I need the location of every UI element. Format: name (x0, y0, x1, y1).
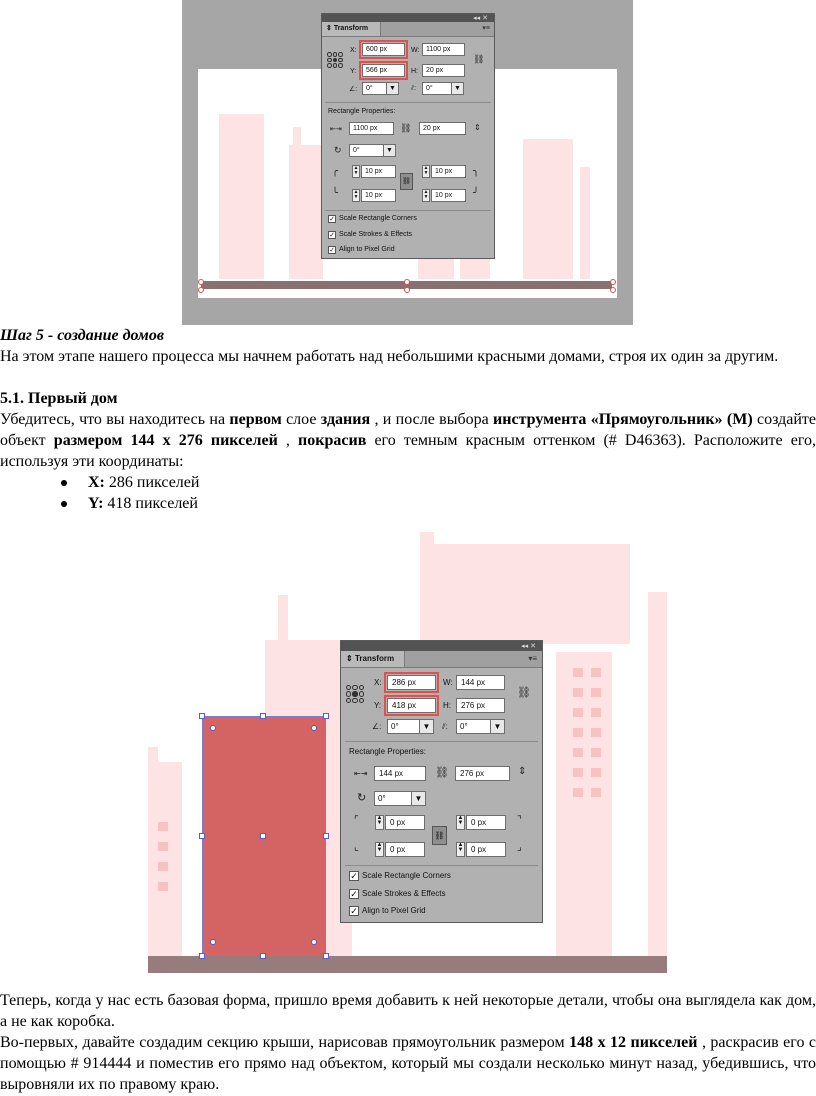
window (573, 728, 583, 737)
text-run: , и после выбора (370, 411, 494, 428)
width-arrows-icon: ⇤⇥ (354, 769, 368, 778)
corner-tl-input[interactable]: 0 px (385, 815, 425, 830)
chevron-down-icon: ▼ (419, 720, 433, 733)
w-label: W: (443, 678, 453, 687)
anchor-point[interactable] (198, 279, 204, 285)
scale-corners-label: Scale Rectangle Corners (339, 215, 417, 222)
resize-handle[interactable] (260, 713, 266, 719)
panel-tabbar (341, 651, 542, 668)
window (158, 882, 168, 891)
divider (345, 865, 538, 866)
building-antenna (278, 595, 288, 640)
text-run: слое (281, 411, 321, 428)
rectangle-properties-heading: Rectangle Properties: (328, 108, 396, 115)
scale-corners-label: Scale Rectangle Corners (362, 871, 451, 880)
scale-strokes-label: Scale Strokes & Effects (362, 889, 446, 898)
building-shape (648, 592, 667, 957)
y-label: Y: (350, 68, 357, 75)
tab-transform[interactable]: ⇕ Transform (341, 651, 405, 667)
bullet-label: Y: (88, 495, 104, 512)
panel-titlebar[interactable]: ◂◂ ✕ (322, 14, 494, 22)
rectangle-properties-heading: Rectangle Properties: (349, 747, 426, 756)
shear-angle-icon: ⫽: (411, 85, 417, 92)
rotate-angle-dropdown[interactable] (362, 82, 399, 95)
corner-chamfer-bl-icon[interactable]: ⌞ (354, 842, 359, 853)
align-pixel-label: Align to Pixel Grid (362, 906, 426, 915)
reference-point-icon[interactable] (346, 685, 364, 703)
anchor-point[interactable] (404, 279, 410, 285)
rotate-icon: ↻ (357, 792, 367, 804)
text-run-bold: покрасив (298, 432, 367, 449)
sub-heading: 5.1. Первый дом (0, 390, 118, 407)
text-run: Убедитесь, что вы находитесь на (0, 411, 230, 428)
rotate-angle-icon: ∠: (372, 722, 382, 731)
resize-handle[interactable] (199, 713, 205, 719)
stepper-icon[interactable]: ▲ ▼ (352, 189, 360, 202)
w-label: W: (411, 47, 420, 54)
stepper-icon[interactable]: ▲ ▼ (456, 842, 465, 857)
h-input[interactable]: 20 px (422, 64, 465, 77)
y-input[interactable]: 566 px (362, 64, 405, 77)
window (158, 862, 168, 871)
anchor-point[interactable] (198, 287, 204, 293)
x-input[interactable]: 600 px (362, 43, 405, 56)
w-input[interactable]: 1100 px (422, 43, 465, 56)
panel-menu-icon[interactable]: ▾≡ (528, 654, 537, 663)
h-label: H: (443, 701, 451, 710)
constrain-proportions-icon[interactable]: ⛓ (473, 54, 485, 64)
building-shape (420, 544, 630, 644)
height-arrows-icon: ⇕ (474, 123, 481, 132)
rotate-icon: ↻ (334, 145, 342, 155)
window (573, 668, 583, 677)
chevron-down-icon: ▼ (490, 720, 504, 733)
stepper-icon[interactable]: ▲ ▼ (352, 165, 360, 178)
reference-point-icon[interactable] (327, 52, 343, 68)
corner-br-input[interactable]: 10 px (431, 189, 466, 202)
building-shape (523, 139, 573, 279)
rect-height-input[interactable]: 276 px (455, 766, 510, 781)
x-label: X: (350, 47, 357, 54)
building-shape (148, 747, 158, 957)
building-shape (556, 652, 612, 957)
chevron-down-icon: ▼ (383, 145, 395, 156)
rect-constrain-icon[interactable]: ⛓ (400, 123, 412, 133)
resize-handle[interactable] (323, 953, 329, 959)
paragraph-details: Теперь, когда у нас есть базовая форма, пришло время добавить к ней некоторые детали, чтобы она выглядела как дом, а не как коробка. (0, 992, 816, 1030)
live-corner-widget[interactable] (311, 939, 317, 945)
tab-transform-label: Transform (333, 25, 369, 32)
window (573, 788, 583, 797)
step-heading: Шаг 5 - создание домов (0, 327, 165, 344)
divider (325, 102, 491, 103)
transform-panel (340, 640, 543, 923)
corner-tr-input[interactable]: 0 px (466, 815, 506, 830)
rect-width-input[interactable]: 144 px (374, 766, 426, 781)
window (158, 822, 168, 831)
rect-height-input[interactable]: 20 px (419, 122, 466, 135)
anchor-point[interactable] (610, 279, 616, 285)
divider (345, 741, 538, 742)
align-pixel-label: Align to Pixel Grid (339, 246, 395, 253)
shear-angle-value: 0° (460, 722, 468, 731)
building-shape (580, 167, 590, 279)
rect-width-input[interactable]: 1100 px (349, 122, 394, 135)
corner-bl-input[interactable]: 10 px (361, 189, 396, 202)
stepper-icon[interactable]: ▲ ▼ (422, 165, 430, 178)
corner-chamfer-tl-icon[interactable]: ⌜ (354, 815, 359, 826)
building-shape (219, 114, 264, 279)
text-run-bold: инструмента «Прямоугольник» (M) (493, 411, 753, 428)
shear-angle-icon: ⫽: (442, 722, 448, 731)
bullet-value: 286 пикселей (104, 474, 200, 491)
stepper-icon[interactable]: ▲ ▼ (456, 815, 465, 830)
corner-bl-input[interactable]: 0 px (385, 842, 425, 857)
anchor-point[interactable] (404, 287, 410, 293)
center-point[interactable] (260, 833, 266, 839)
paragraph-roof (0, 1032, 816, 1095)
window (591, 768, 601, 777)
resize-handle[interactable] (199, 953, 205, 959)
rect-rotate-dropdown[interactable] (349, 144, 396, 157)
chevron-down-icon: ▼ (451, 83, 463, 94)
rect-rotate-value: 0° (378, 794, 386, 803)
w-input[interactable]: 144 px (456, 675, 505, 690)
transform-panel (321, 13, 495, 259)
corner-round-br-icon[interactable]: ╯ (473, 188, 480, 199)
corner-br-input[interactable]: 0 px (466, 842, 506, 857)
rotate-angle-value: 0° (366, 85, 373, 92)
text-run-bold: первом (229, 411, 282, 428)
shear-angle-dropdown[interactable] (422, 82, 464, 95)
align-pixel-checkbox[interactable]: ✓ (350, 906, 358, 916)
y-label: Y: (374, 701, 382, 710)
chevron-down-icon: ▼ (411, 792, 425, 805)
panel-titlebar[interactable]: ◂◂ ✕ (341, 641, 542, 651)
rect-rotate-value: 0° (353, 147, 360, 154)
window (591, 788, 601, 797)
corner-tl-input[interactable]: 10 px (361, 165, 396, 178)
window (591, 688, 601, 697)
corner-round-bl-icon[interactable]: ╰ (332, 188, 339, 199)
stepper-icon[interactable]: ▲ ▼ (375, 842, 384, 857)
rotate-angle-dropdown[interactable] (387, 719, 434, 734)
resize-handle[interactable] (323, 713, 329, 719)
corner-round-tl-icon[interactable]: ╭ (332, 166, 339, 177)
resize-handle[interactable] (260, 953, 266, 959)
stepper-icon[interactable]: ▲ ▼ (375, 815, 384, 830)
building-shape (158, 762, 182, 957)
live-corner-widget[interactable] (210, 725, 216, 731)
tab-transform-label: Transform (354, 654, 395, 663)
panel-tabbar (322, 22, 494, 37)
window (591, 668, 601, 677)
text-run-bold: 148 x 12 пикселей (569, 1034, 698, 1051)
figure-step4-screenshot (182, 0, 633, 325)
window (573, 748, 583, 757)
shear-angle-dropdown[interactable] (456, 719, 505, 734)
align-pixel-checkbox[interactable]: ✓ (329, 247, 335, 254)
link-corners-icon[interactable]: ⛓ (432, 826, 447, 845)
ground-rectangle (148, 956, 667, 973)
scale-corners-checkbox[interactable]: ✓ (329, 216, 335, 223)
divider (325, 210, 491, 211)
resize-handle[interactable] (199, 833, 205, 839)
text-run-bold: здания (320, 411, 371, 428)
window (158, 842, 168, 851)
x-input[interactable]: 286 px (387, 675, 436, 690)
paragraph-first-house (0, 409, 816, 472)
scale-strokes-checkbox[interactable]: ✓ (329, 232, 335, 239)
chevron-down-icon: ▼ (386, 83, 398, 94)
bullet-icon (61, 501, 67, 507)
text-run: , раскрасив его с помощью # 914444 и поместив его прямо над объектом, который мы создали несколько минут назад, убедившись, что выровняли их по правому краю. (0, 1034, 816, 1093)
text-run: его темным красным оттенком (# D46363). Расположите его, используя эти координаты: (0, 432, 816, 470)
window (573, 768, 583, 777)
intro-paragraph: На этом этапе нашего процесса мы начнем работать над небольшими красными домами, строя их один за другим. (0, 348, 779, 365)
constrain-proportions-icon[interactable]: ⛓ (517, 687, 531, 699)
scale-corners-checkbox[interactable]: ✓ (350, 871, 358, 881)
rect-rotate-dropdown[interactable] (374, 791, 426, 806)
bullet-label: X: (88, 474, 105, 491)
text-run: Во-первых, давайте создадим секцию крыши, нарисовав прямоугольник размером (0, 1034, 570, 1051)
height-arrows-icon: ⇕ (518, 766, 527, 777)
window (591, 708, 601, 717)
text-run: , (277, 432, 299, 449)
window (573, 708, 583, 717)
live-corner-widget[interactable] (311, 725, 317, 731)
corner-chamfer-tr-icon[interactable]: ⌝ (517, 815, 522, 826)
x-label: X: (374, 678, 382, 687)
window (591, 748, 601, 757)
rect-constrain-icon[interactable]: ⛓ (435, 767, 449, 779)
window (573, 688, 583, 697)
link-corners-icon[interactable]: ⛓ (400, 173, 413, 190)
building-shape (289, 145, 323, 279)
stepper-icon[interactable]: ▲ ▼ (422, 189, 430, 202)
bullet-icon (61, 480, 67, 486)
corner-tr-input[interactable]: 10 px (431, 165, 466, 178)
h-input[interactable]: 276 px (456, 698, 505, 713)
panel-menu-icon[interactable]: ▾≡ (482, 25, 490, 32)
window (591, 728, 601, 737)
corner-round-tr-icon[interactable]: ╮ (473, 166, 480, 177)
width-arrows-icon: ⇤⇥ (330, 126, 342, 133)
live-corner-widget[interactable] (210, 939, 216, 945)
anchor-point[interactable] (610, 287, 616, 293)
text-run-bold: размером 144 x 276 пикселей (53, 432, 278, 449)
scale-strokes-label: Scale Strokes & Effects (339, 231, 413, 238)
shear-angle-value: 0° (426, 85, 433, 92)
scale-strokes-checkbox[interactable]: ✓ (350, 889, 358, 899)
bullet-value: 418 пикселей (103, 495, 198, 512)
building-antenna (293, 127, 301, 147)
rotate-angle-icon: ∠: (349, 86, 358, 93)
text-run: создайте объект (0, 411, 816, 449)
tab-transform[interactable]: ⇕ Transform (322, 22, 381, 36)
h-label: H: (411, 68, 418, 75)
resize-handle[interactable] (323, 833, 329, 839)
y-input[interactable]: 418 px (387, 698, 436, 713)
corner-chamfer-br-icon[interactable]: ⌟ (517, 842, 522, 853)
rotate-angle-value: 0° (391, 722, 399, 731)
